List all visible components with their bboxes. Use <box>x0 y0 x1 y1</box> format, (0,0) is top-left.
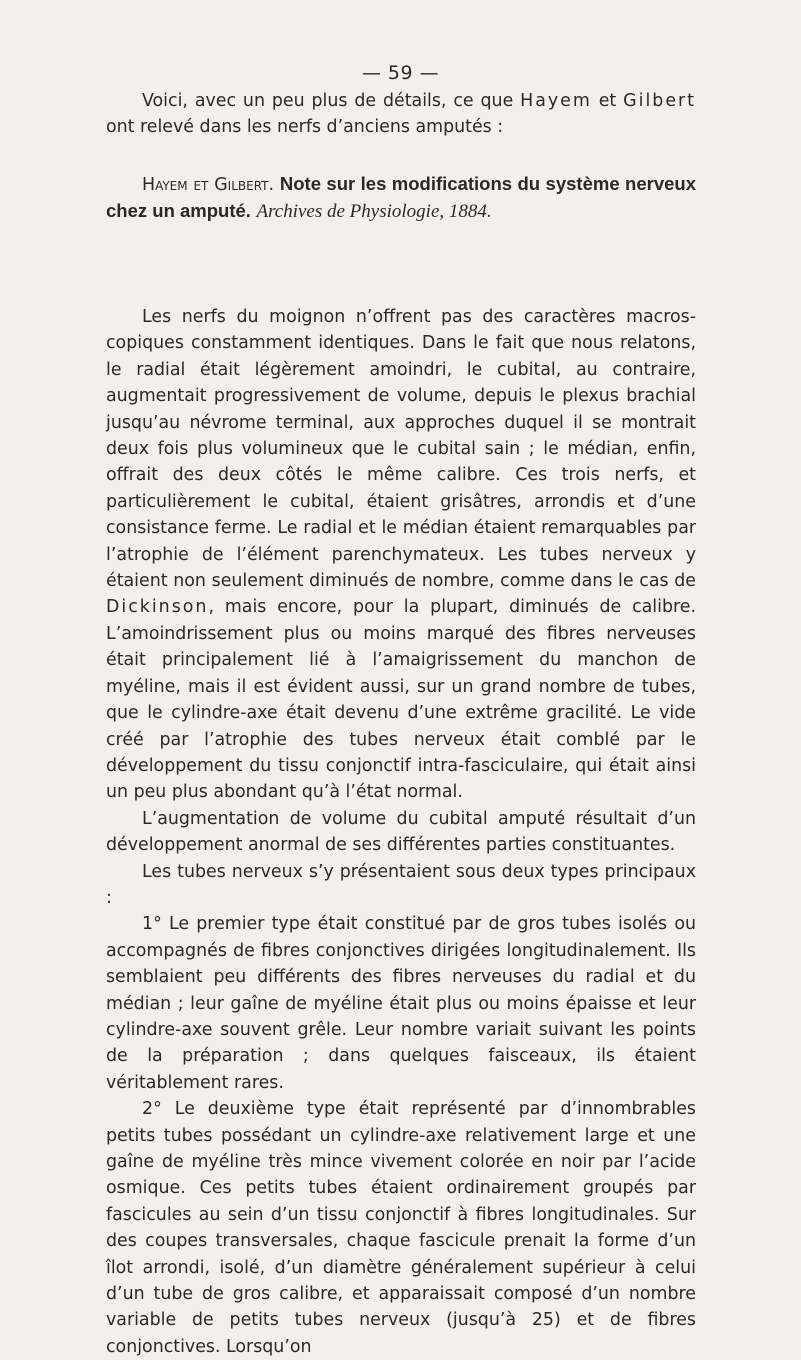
paragraph-two-types: Les tubes nerveux s’y présentaient sous deux types principaux : <box>106 861 696 908</box>
author-name-gilbert: Gilbert <box>623 91 696 111</box>
paragraph-second-type: 2° Le deuxième type était représenté par d’innombrables petits tubes possédant un cylindre-axe relativement large et une gaîne de myéline très mince vivement colorée en noir par l’acide osmique. Ces petits tubes étaient ordinairement groupés par fascicules au sein d’un tissu conjonctif à fibres longitudinales. Sur des coupes transversales, chaque fascicule prenait la forme d’un îlot arrondi, isolé, d’un diamètre généralement supérieur à celui d’un tube de gros calibre, et apparaissait composé d’un nombre variable de petits tubes nerveux (jusqu’à 25) et de fibres conjonctives. Lorsqu’on <box>106 1099 696 1357</box>
intro-text-before: Voici, avec un peu plus de détails, ce que <box>142 91 521 111</box>
author-name-dickinson: Dickinson <box>106 597 209 618</box>
author-name-hayem: Hayem <box>520 91 592 111</box>
intro-paragraph <box>106 88 696 141</box>
paragraph-cubital-volume: L’augmentation de volume du cubital amputé résultait d’un développement anormal de ses différentes parties constituantes. <box>106 808 696 856</box>
intro-text-mid: et <box>591 91 624 111</box>
paragraph-first-type: 1° Le premier type était constitué par de gros tubes isolés ou accompagnés de fibres conjonctives dirigées longitudinalement. Ils semblaient peu différents des fibres nerveuses du radial et du médian ; leur gaîne de myéline était plus ou moins épaisse et leur cylindre-axe souvent grêle. Leur nombre variait suivant les points de la préparation ; dans quelques faisceaux, ils étaient véritablement rares. <box>106 914 696 1093</box>
intro-text-after: ont relevé dans les nerfs d’anciens amputés : <box>106 117 504 138</box>
paragraph-text: , mais encore, pour la plupart, diminués de calibre. L’amoindrissement plus ou moins marqué des fibres nerveuses était principalement lié à l’amaigrissement du manchon de myéline, mais il est évident aussi, sur un grand nombre de tubes, que le cylindre-axe était devenu d’une extrême gracilité. Le vide créé par l’atrophie des tubes nerveux était comblé par le développement du tissu conjonctif intra-fasciculaire, qui était ainsi un peu plus abondant qu’à l’état normal. <box>106 597 696 803</box>
paragraph-nerve-description <box>106 304 696 806</box>
reference-title: Note sur les modifications du système nerveux chez un amputé. <box>106 173 697 222</box>
paragraph-text: Les nerfs du moignon n’offrent pas des caractères macroscopiques constamment identiques. Dans le fait que nous relatons, le radial était légèrement amoindri, le cubital, au contraire, augmentait progressivement de volume, depuis le plexus brachial jusqu’au névrome terminal, aux approches duquel il se montrait deux fois plus volumineux que le cubital sain ; le médian, enfin, offrait des deux côtés le même calibre. Ces trois nerfs, et particulièrement le cubital, étaient grisâtres, arrondis et d’une consistance ferme. Le radial et le médian étaient remarquables par l’atrophie de l’élément parenchymateux. Les tubes nerveux y étaient non seulement diminués de nombre, comme dans le cas de <box>106 307 696 592</box>
page-number: — 59 — <box>361 62 440 84</box>
reference-journal: Archives de Physiologie <box>256 201 440 223</box>
reference-authors: Hayem et Gilbert. <box>142 175 275 195</box>
body-text <box>106 304 696 1360</box>
bibliographic-reference <box>106 171 696 226</box>
reference-year: , 1884. <box>439 201 492 223</box>
